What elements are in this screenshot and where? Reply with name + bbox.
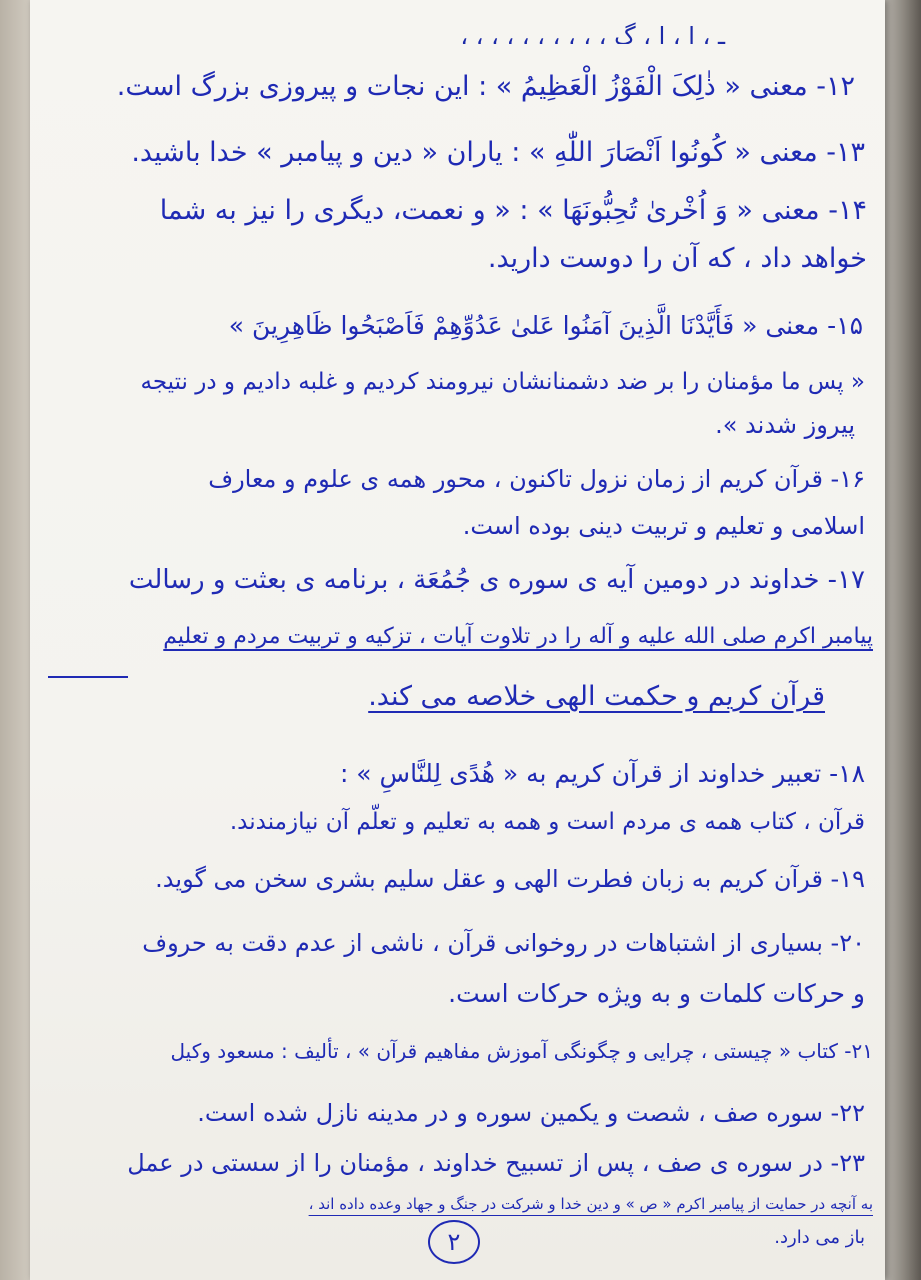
page-number: ۲ xyxy=(428,1220,480,1264)
note-line-23b: به آنچه در حمایت از پیامبر اکرم « ص » و دین خدا و شرکت در جنگ و جهاد وعده داده اند ، xyxy=(308,1195,873,1213)
note-line-14b: خواهد داد ، که آن را دوست دارید. xyxy=(487,243,867,274)
pen-stroke xyxy=(48,676,128,678)
note-line-19: ۱۹- قرآن کریم به زبان فطرت الهی و عقل سلیم بشری سخن می گوید. xyxy=(155,865,865,893)
note-line-20a: ۲۰- بسیاری از اشتباهات در روخوانی قرآن ، ناشی از عدم دقت به حروف xyxy=(142,929,865,957)
note-line-15c: پیروز شدند ». xyxy=(715,411,855,439)
note-line-18b: قرآن ، کتاب همه ی مردم است و همه به تعلیم و تعلّم آن نیازمندند. xyxy=(229,809,865,835)
cut-off-text: ـ ، ا ، ا ، گ ، ، ، ، ، ، ، ، ، ، xyxy=(460,22,725,44)
note-line-15b: « پس ما مؤمنان را بر ضد دشمنانشان نیرومند کردیم و غلبه دادیم و در نتیجه xyxy=(140,369,865,395)
note-line-18a: ۱۸- تعبیر خداوند از قرآن کریم به « هُدًی لِلنَّاسِ » : xyxy=(339,759,865,788)
note-line-17b: پیامبر اکرم صلی الله علیه و آله را در تلاوت آیات ، تزکیه و تربیت مردم و تعلیم xyxy=(163,624,873,649)
note-line-13: ۱۳- معنی « کُونُوا اَنْصَارَ اللّٰهِ » : یاران « دین و پیامبر » خدا باشید. xyxy=(131,137,865,168)
note-line-12: ۱۲- معنی « ذٰلِکَ الْفَوْزُ الْعَظِیمُ » : این نجات و پیروزی بزرگ است. xyxy=(116,71,855,102)
note-line-21: ۲۱- کتاب « چیستی ، چرایی و چگونگی آموزش مفاهیم قرآن » ، تألیف : مسعود وکیل xyxy=(170,1039,873,1063)
note-line-23c: باز می دارد. xyxy=(774,1227,865,1248)
note-line-17c: قرآن کریم و حکمت الهی خلاصه می کند. xyxy=(368,681,825,712)
cut-off-top-line xyxy=(30,0,885,44)
notebook-page xyxy=(30,0,885,1280)
note-line-23a: ۲۳- در سوره ی صف ، پس از تسبیح خداوند ، مؤمنان را از سستی در عمل xyxy=(127,1149,865,1177)
note-line-16a: ۱۶- قرآن کریم از زمان نزول تاکنون ، محور همه ی علوم و معارف xyxy=(208,465,865,493)
note-line-14a: ۱۴- معنی « وَ اُخْرىٰ تُحِبُّونَهَا » : « و نعمت، دیگری را نیز به شما xyxy=(159,195,867,226)
note-line-16b: اسلامی و تعلیم و تربیت دینی بوده است. xyxy=(462,512,865,540)
note-line-15a: ۱۵- معنی « فَأَیَّدْنَا الَّذِینَ آمَنُوا عَلىٰ عَدُوِّهِمْ فَاَصْبَحُوا ظَاهِرِینَ » xyxy=(228,311,863,340)
note-line-20b: و حرکات کلمات و به ویژه حرکات است. xyxy=(448,979,865,1008)
note-line-22: ۲۲- سوره صف ، شصت و یکمین سوره و در مدینه نازل شده است. xyxy=(197,1099,865,1127)
note-line-17a: ۱۷- خداوند در دومین آیه ی سوره ی جُمُعَة ، برنامه ی بعثت و رسالت xyxy=(128,565,865,595)
